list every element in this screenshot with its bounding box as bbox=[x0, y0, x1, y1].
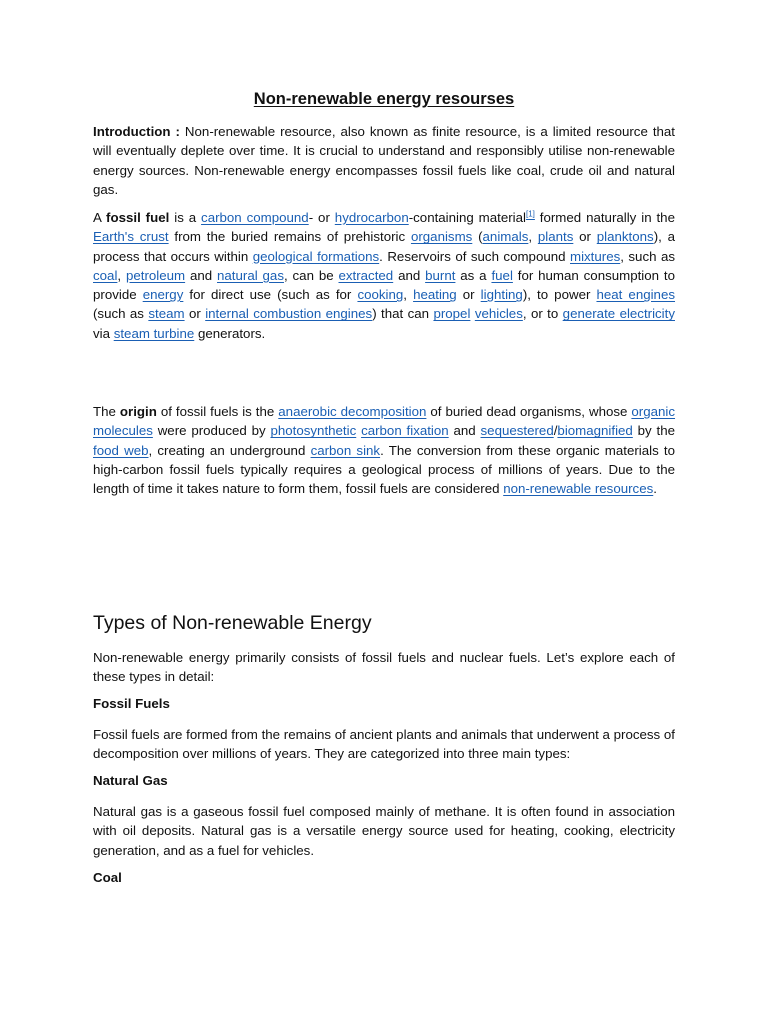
link-heat-engines[interactable]: heat engines bbox=[596, 287, 676, 303]
fossil-fuels-heading: Fossil Fuels bbox=[93, 696, 170, 711]
text-run: ( bbox=[472, 229, 483, 245]
link-organic-molecules[interactable]: organic molecules bbox=[93, 404, 676, 439]
link-internal-combustion-engines[interactable]: internal combustion engines bbox=[205, 306, 373, 322]
text-run: / bbox=[553, 423, 558, 439]
link-fuel[interactable]: fuel bbox=[491, 267, 513, 283]
intro-label: Introduction : bbox=[93, 124, 180, 139]
text-run: . bbox=[653, 481, 657, 497]
link-propel[interactable]: propel bbox=[433, 306, 471, 322]
text-run: ), to power bbox=[522, 287, 597, 303]
text-run: . Reservoirs of such compound bbox=[379, 248, 570, 264]
intro-paragraph bbox=[93, 122, 675, 199]
text-run: and bbox=[393, 267, 426, 283]
text-run: were produced by bbox=[152, 423, 271, 439]
text-run: The bbox=[93, 404, 120, 419]
link-non-renewable-resources[interactable]: non-renewable resources bbox=[503, 481, 654, 497]
text-run: , bbox=[403, 287, 414, 303]
link-animals[interactable]: animals bbox=[482, 229, 529, 245]
coal-heading: Coal bbox=[93, 870, 122, 885]
text-run: generators. bbox=[194, 325, 266, 341]
link-coal[interactable]: coal bbox=[93, 267, 118, 283]
link-steam-turbine[interactable]: steam turbine bbox=[113, 325, 195, 341]
text-run: of buried dead organisms, whose bbox=[426, 404, 632, 419]
link-plants[interactable]: plants bbox=[537, 229, 574, 245]
text-run: , or to bbox=[522, 306, 563, 322]
text-run: for human consumption to provide bbox=[93, 267, 676, 303]
text-run: - or bbox=[308, 210, 335, 225]
text-run: or bbox=[456, 287, 481, 303]
fossil-fuel-paragraph bbox=[93, 208, 675, 343]
text-run: . The conversion from these organic materials to high-carbon fossil fuels typically requires a geological process of millions of years. Due to the length of time it takes nature to form them, fossil fuels are considered bbox=[93, 442, 676, 497]
text-run: by the bbox=[632, 423, 676, 439]
natural-gas-paragraph: Natural gas is a gaseous fossil fuel composed mainly of methane. It is often found in association with oil deposits. Natural gas is a versatile energy source used for heating, cooking, electricity generation, and as a fuel for vehicles. bbox=[93, 804, 675, 858]
fossil-fuel-term: fossil fuel bbox=[106, 210, 170, 225]
text-run: and bbox=[448, 423, 481, 439]
types-intro-paragraph: Non-renewable energy primarily consists of fossil fuels and nuclear fuels. Let’s explore each of these types in detail: bbox=[93, 650, 675, 685]
link-earths-crust[interactable]: Earth's crust bbox=[93, 229, 169, 245]
text-run: from the buried remains of prehistoric bbox=[168, 229, 411, 245]
text-run: (such as bbox=[93, 306, 149, 322]
link-burnt[interactable]: burnt bbox=[425, 267, 456, 283]
text-run: , can be bbox=[283, 267, 339, 283]
link-carbon-sink[interactable]: carbon sink bbox=[310, 442, 381, 458]
intro-text: Non-renewable resource, also known as finite resource, is a limited resource that will eventually deplete over time. It is crucial to understand and responsibly utilise non-renewable energy sources. Non-renewable energy encompasses fossil fuels like coal, crude oil and natural gas. bbox=[93, 124, 675, 197]
text-run: , bbox=[528, 229, 538, 245]
link-planktons[interactable]: planktons bbox=[596, 229, 654, 245]
link-vehicles[interactable]: vehicles bbox=[474, 306, 523, 322]
text-run: is a bbox=[169, 210, 202, 225]
link-energy[interactable]: energy bbox=[142, 287, 184, 303]
text-run: and bbox=[185, 267, 218, 283]
link-carbon-fixation[interactable]: carbon fixation bbox=[361, 423, 449, 439]
link-cooking[interactable]: cooking bbox=[357, 287, 404, 303]
link-sequestered[interactable]: sequestered bbox=[480, 423, 554, 439]
text-run: A bbox=[93, 210, 107, 225]
text-run: , creating an underground bbox=[148, 442, 311, 458]
text-run: formed naturally in the bbox=[534, 210, 675, 225]
link-lighting[interactable]: lighting bbox=[480, 287, 523, 303]
text-run: for direct use (such as for bbox=[183, 287, 358, 303]
link-generate-electricity[interactable]: generate electricity bbox=[562, 306, 675, 322]
text-run: -containing material bbox=[408, 210, 526, 225]
text-run: ) that can bbox=[372, 306, 434, 322]
link-organisms[interactable]: organisms bbox=[410, 229, 473, 245]
link-heating[interactable]: heating bbox=[413, 287, 457, 303]
text-run: ), a process that occurs within bbox=[93, 229, 676, 264]
types-heading: Types of Non-renewable Energy bbox=[93, 612, 372, 634]
link-extracted[interactable]: extracted bbox=[338, 267, 394, 283]
text-run: , such as bbox=[620, 248, 675, 264]
link-mixtures[interactable]: mixtures bbox=[570, 248, 621, 264]
link-reference-1[interactable]: [1] bbox=[525, 209, 535, 219]
text-run: as a bbox=[455, 267, 492, 283]
text-run: , bbox=[117, 267, 126, 283]
origin-term: origin bbox=[119, 404, 157, 419]
text-run: or bbox=[573, 229, 597, 245]
text-run: of fossil fuels is the bbox=[156, 404, 279, 419]
text-run: via bbox=[93, 325, 114, 341]
link-biomagnified[interactable]: biomagnified bbox=[557, 423, 633, 439]
link-petroleum[interactable]: petroleum bbox=[125, 267, 186, 283]
link-anaerobic-decomposition[interactable]: anaerobic decomposition bbox=[278, 404, 427, 419]
link-food-web[interactable]: food web bbox=[93, 442, 149, 458]
fossil-fuels-paragraph: Fossil fuels are formed from the remains of ancient plants and animals that underwent a process of decomposition over millions of years. They are categorized into three main types: bbox=[93, 727, 675, 762]
link-hydrocarbon[interactable]: hydrocarbon bbox=[334, 210, 409, 225]
link-carbon-compound[interactable]: carbon compound bbox=[201, 210, 309, 225]
link-geological-formations[interactable]: geological formations bbox=[252, 248, 380, 264]
link-natural-gas[interactable]: natural gas bbox=[217, 267, 284, 283]
link-photosynthetic[interactable]: photosynthetic bbox=[270, 423, 357, 439]
link-steam[interactable]: steam bbox=[148, 306, 185, 322]
text-run: or bbox=[184, 306, 206, 322]
natural-gas-heading: Natural Gas bbox=[93, 773, 168, 788]
origin-paragraph bbox=[93, 402, 675, 498]
document-title: Non-renewable energy resourses bbox=[253, 90, 515, 108]
